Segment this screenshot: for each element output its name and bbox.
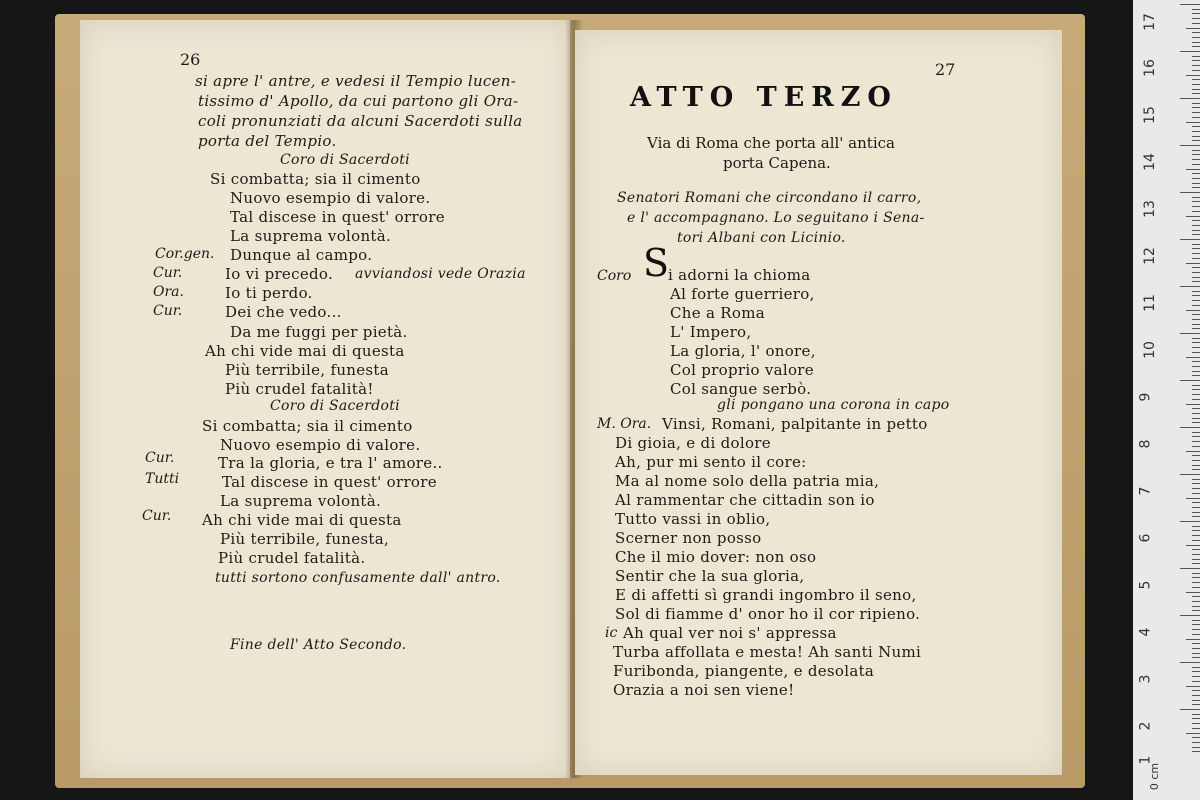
ruler-tick (1192, 554, 1200, 555)
verse-line: Tutto vassi in oblio, (615, 510, 771, 528)
ruler-tick (1192, 676, 1200, 677)
ruler-tick (1186, 498, 1200, 499)
ruler-tick (1192, 432, 1200, 433)
ruler-tick (1186, 75, 1200, 76)
ruler-tick (1192, 206, 1200, 207)
verse-line: La suprema volontà. (230, 227, 392, 245)
ruler-tick (1192, 389, 1200, 390)
verse-line: Che il mio dover: non oso (615, 548, 817, 566)
stage-direction-line: tissimo d' Apollo, da cui partono gli Ora- (198, 92, 519, 110)
ruler-tick (1186, 216, 1200, 217)
stage-direction-line: porta del Tempio. (198, 132, 337, 150)
ruler-tick (1192, 526, 1200, 527)
ruler-tick (1192, 606, 1200, 607)
verse-line: Dei che vedo... (225, 303, 342, 321)
ruler-tick (1192, 338, 1200, 339)
ruler-number: 14 (1141, 153, 1158, 171)
ruler-tick (1180, 709, 1200, 710)
verse-line: Io ti perdo. (225, 284, 313, 302)
ruler-number: 1 (1137, 755, 1154, 765)
ruler-tick (1186, 733, 1200, 734)
ruler-number: 10 (1141, 341, 1158, 359)
ruler-tick (1180, 662, 1200, 663)
ruler-number: 5 (1137, 580, 1154, 590)
ruler-tick (1186, 169, 1200, 170)
ruler-tick (1180, 192, 1200, 193)
ruler-tick (1192, 314, 1200, 315)
ruler-tick (1192, 56, 1200, 57)
verse-line: Dunque al campo. (230, 246, 373, 264)
ruler-number: 15 (1141, 106, 1158, 124)
ruler-tick (1192, 535, 1200, 536)
ruler-tick (1192, 70, 1200, 71)
ruler-tick (1192, 117, 1200, 118)
ruler-tick (1192, 441, 1200, 442)
ruler-tick (1192, 667, 1200, 668)
ruler-tick (1192, 549, 1200, 550)
ruler-tick (1192, 493, 1200, 494)
ruler-tick (1192, 620, 1200, 621)
ruler-tick (1180, 4, 1200, 5)
ruler-tick (1192, 418, 1200, 419)
act-title: ATTO TERZO (630, 82, 898, 113)
ruler-tick (1186, 451, 1200, 452)
verse-line: Che a Roma (670, 304, 765, 322)
ruler-tick (1180, 333, 1200, 334)
ruler-tick (1192, 211, 1200, 212)
verse-line: Ma al nome solo della patria mia, (615, 472, 880, 490)
ruler-tick (1192, 610, 1200, 611)
ruler-tick (1192, 596, 1200, 597)
chorus-heading: Coro di Sacerdoti (270, 398, 400, 414)
ruler-tick (1192, 587, 1200, 588)
ruler-number: 16 (1141, 59, 1158, 77)
act-end-line: Fine dell' Atto Secondo. (230, 637, 407, 653)
ruler-tick (1192, 197, 1200, 198)
ruler-tick (1192, 728, 1200, 729)
ruler-number: 9 (1137, 392, 1154, 402)
ruler-tick (1192, 187, 1200, 188)
ruler-tick (1192, 65, 1200, 66)
speaker-label: Cor.gen. (155, 246, 215, 262)
ruler-tick (1186, 310, 1200, 311)
ruler-tick (1192, 258, 1200, 259)
ruler-number: 11 (1141, 294, 1158, 312)
ruler-tick (1192, 460, 1200, 461)
verse-line: L' Impero, (670, 323, 752, 341)
ruler-tick (1192, 32, 1200, 33)
ruler-tick (1192, 737, 1200, 738)
ruler-tick (1192, 13, 1200, 14)
ruler-tick (1192, 150, 1200, 151)
ruler-tick (1192, 371, 1200, 372)
ruler-number: 13 (1141, 200, 1158, 218)
verse-line: Si combatta; sia il cimento (210, 170, 421, 188)
speaker-label: Cur. (142, 508, 172, 524)
ruler-tick (1186, 686, 1200, 687)
ruler-tick (1180, 239, 1200, 240)
drop-cap: S (643, 241, 670, 285)
ruler-tick (1180, 568, 1200, 569)
ruler-tick (1186, 357, 1200, 358)
ruler-tick (1192, 253, 1200, 254)
ruler-tick (1192, 446, 1200, 447)
verse-line: Ah qual ver noi s' appressa (623, 624, 837, 642)
verse-line: Più crudel fatalità. (218, 549, 366, 567)
ruler-tick (1180, 98, 1200, 99)
ruler-tick (1180, 521, 1200, 522)
ruler-tick (1186, 639, 1200, 640)
ruler-tick (1192, 512, 1200, 513)
stage-direction: avviandosi vede Orazia (355, 266, 526, 282)
verse-line: La gloria, l' onore, (670, 342, 816, 360)
ruler-tick (1180, 286, 1200, 287)
ruler-tick (1192, 352, 1200, 353)
verse-line: Orazia a noi sen viene! (613, 681, 795, 699)
ruler-tick (1192, 714, 1200, 715)
ruler-tick (1192, 220, 1200, 221)
ruler-number: 0 cm (1148, 762, 1162, 791)
page-number-left: 26 (180, 50, 201, 69)
ruler-tick (1192, 107, 1200, 108)
verse-line: Al forte guerriero, (670, 285, 815, 303)
ruler-tick (1192, 601, 1200, 602)
speaker-label: Tutti (145, 471, 180, 487)
verse-line: Ah chi vide mai di questa (202, 511, 402, 529)
ruler-tick (1192, 469, 1200, 470)
ruler-tick (1186, 592, 1200, 593)
ruler-tick (1192, 530, 1200, 531)
speaker-label: Cur. (153, 303, 183, 319)
ruler-tick (1192, 643, 1200, 644)
ruler-tick (1186, 28, 1200, 29)
ruler-tick (1192, 479, 1200, 480)
ruler-tick (1192, 385, 1200, 386)
verse-line: La suprema volontà. (220, 492, 382, 510)
page-number-right: 27 (935, 60, 956, 79)
verse-line: Furibonda, piangente, e desolata (613, 662, 875, 680)
ruler-tick (1192, 93, 1200, 94)
ruler-tick (1192, 507, 1200, 508)
ruler-tick (1192, 704, 1200, 705)
ruler-tick (1192, 173, 1200, 174)
ruler-tick (1186, 122, 1200, 123)
speaker-label: ic (605, 625, 618, 641)
ruler-tick (1186, 404, 1200, 405)
ruler-tick (1192, 718, 1200, 719)
ruler-tick (1180, 474, 1200, 475)
ruler-tick (1192, 747, 1200, 748)
ruler-tick (1192, 361, 1200, 362)
ruler-tick (1192, 342, 1200, 343)
ruler-tick (1192, 502, 1200, 503)
scene-setting-line: Via di Roma che porta all' antica (647, 134, 895, 152)
ruler-tick (1192, 573, 1200, 574)
verse-line: Col proprio valore (670, 361, 814, 379)
ruler-tick (1192, 131, 1200, 132)
ruler-tick (1192, 324, 1200, 325)
ruler-tick (1192, 577, 1200, 578)
ruler-tick (1192, 136, 1200, 137)
verse-line: Col sangue serbò. (670, 380, 812, 398)
ruler-tick (1192, 422, 1200, 423)
ruler-tick (1192, 140, 1200, 141)
ruler-tick (1192, 305, 1200, 306)
ruler-number: 8 (1137, 439, 1154, 449)
ruler-tick (1192, 695, 1200, 696)
verse-line: Tal discese in quest' orrore (230, 208, 445, 226)
ruler-tick (1192, 291, 1200, 292)
right-page (575, 30, 1062, 775)
ruler-number: 7 (1137, 486, 1154, 496)
verse-line: Più terribile, funesta (225, 361, 389, 379)
verse-line: Da me fuggi per pietà. (230, 323, 408, 341)
ruler-tick (1192, 295, 1200, 296)
ruler-tick (1192, 248, 1200, 249)
stage-direction: tutti sortono confusamente dall' antro. (215, 570, 501, 586)
ruler-tick (1192, 272, 1200, 273)
ruler-tick (1192, 563, 1200, 564)
ruler-tick (1192, 37, 1200, 38)
ruler-tick (1192, 201, 1200, 202)
ruler-tick (1192, 164, 1200, 165)
verse-line: E di affetti sì grandi ingombro il seno, (615, 586, 917, 604)
scene-setting-line: porta Capena. (723, 154, 831, 172)
verse-line: Ah chi vide mai di questa (205, 342, 405, 360)
ruler-tick (1192, 488, 1200, 489)
ruler-tick (1192, 582, 1200, 583)
verse-line: Nuovo esempio di valore. (230, 189, 431, 207)
ruler-tick (1192, 103, 1200, 104)
verse-line: Più terribile, funesta, (220, 530, 390, 548)
ruler-tick (1192, 629, 1200, 630)
verse-line: Turba affollata e mesta! Ah santi Numi (613, 643, 922, 661)
ruler-tick (1192, 624, 1200, 625)
ruler-tick (1192, 126, 1200, 127)
verse-line: Di gioia, e di dolore (615, 434, 771, 452)
stage-direction: gli pongano una corona in capo (717, 397, 950, 413)
verse-line: Vinsi, Romani, palpitante in petto (662, 415, 928, 433)
ruler-tick (1192, 178, 1200, 179)
ruler-tick (1192, 408, 1200, 409)
stage-direction-line: si apre l' antre, e vedesi il Tempio lucen- (195, 72, 517, 90)
speaker-label: Ora. (153, 284, 184, 300)
ruler-tick (1186, 545, 1200, 546)
ruler-tick (1192, 319, 1200, 320)
chorus-heading: Coro di Sacerdoti (280, 152, 410, 168)
ruler-tick (1192, 60, 1200, 61)
ruler-tick (1192, 723, 1200, 724)
ruler-tick (1180, 427, 1200, 428)
ruler-tick (1192, 399, 1200, 400)
ruler-tick (1192, 366, 1200, 367)
ruler-tick (1192, 455, 1200, 456)
verse-line: Si combatta; sia il cimento (202, 417, 413, 435)
ruler-number: 6 (1137, 533, 1154, 543)
ruler-number: 3 (1137, 674, 1154, 684)
ruler-tick (1192, 183, 1200, 184)
verse-line: Scerner non posso (615, 529, 762, 547)
ruler-tick (1192, 89, 1200, 90)
ruler-tick (1192, 648, 1200, 649)
ruler-tick (1192, 347, 1200, 348)
ruler-tick (1192, 267, 1200, 268)
verse-line: Sol di fiamme d' onor ho il cor ripieno. (615, 605, 921, 623)
ruler-tick (1192, 483, 1200, 484)
stage-direction-line: e l' accompagnano. Lo seguitano i Sena- (627, 210, 925, 226)
ruler-tick (1192, 154, 1200, 155)
speaker-label: Cur. (153, 265, 183, 281)
speaker-label: Coro (597, 268, 632, 284)
ruler-number: 12 (1141, 247, 1158, 265)
ruler-tick (1192, 328, 1200, 329)
stage-direction-line: tori Albani con Licinio. (677, 230, 846, 246)
ruler-tick (1192, 159, 1200, 160)
ruler-tick (1192, 375, 1200, 376)
ruler-tick (1186, 263, 1200, 264)
stage-direction-line: Senatori Romani che circondano il carro, (617, 190, 922, 206)
ruler-tick (1192, 465, 1200, 466)
ruler-tick (1192, 394, 1200, 395)
verse-line: i adorni la chioma (668, 266, 811, 284)
ruler-tick (1192, 277, 1200, 278)
ruler-tick (1192, 634, 1200, 635)
ruler-number: 4 (1137, 627, 1154, 637)
ruler-tick (1192, 657, 1200, 658)
verse-line: Sentir che la sua gloria, (615, 567, 805, 585)
ruler-tick (1192, 281, 1200, 282)
ruler-tick (1180, 51, 1200, 52)
verse-line: Al rammentar che cittadin son io (615, 491, 875, 509)
speaker-label: M. Ora. (597, 416, 652, 432)
ruler-tick (1192, 742, 1200, 743)
measuring-ruler (1133, 0, 1200, 800)
ruler-tick (1192, 690, 1200, 691)
verse-line: Tra la gloria, e tra l' amore.. (218, 454, 443, 472)
ruler-tick (1192, 84, 1200, 85)
left-page (80, 20, 570, 778)
speaker-label: Cur. (145, 450, 175, 466)
ruler-tick (1192, 300, 1200, 301)
verse-line: Nuovo esempio di valore. (220, 436, 421, 454)
ruler-tick (1192, 244, 1200, 245)
verse-line: Più crudel fatalità! (225, 380, 374, 398)
ruler-tick (1180, 145, 1200, 146)
ruler-number: 2 (1137, 721, 1154, 731)
ruler-tick (1192, 516, 1200, 517)
ruler-tick (1192, 225, 1200, 226)
ruler-tick (1192, 23, 1200, 24)
ruler-tick (1192, 436, 1200, 437)
ruler-tick (1192, 681, 1200, 682)
ruler-number: 17 (1141, 13, 1158, 31)
ruler-tick (1192, 671, 1200, 672)
ruler-tick (1192, 42, 1200, 43)
stage-direction-line: coli pronunziati da alcuni Sacerdoti sulla (198, 112, 523, 130)
ruler-tick (1192, 751, 1200, 752)
ruler-tick (1192, 18, 1200, 19)
ruler-tick (1192, 234, 1200, 235)
ruler-tick (1192, 413, 1200, 414)
ruler-tick (1192, 540, 1200, 541)
ruler-tick (1192, 559, 1200, 560)
ruler-tick (1192, 46, 1200, 47)
ruler-tick (1192, 653, 1200, 654)
ruler-tick (1192, 9, 1200, 10)
ruler-tick (1192, 230, 1200, 231)
ruler-tick (1192, 700, 1200, 701)
verse-line: Ah, pur mi sento il core: (615, 453, 807, 471)
ruler-tick (1192, 79, 1200, 80)
ruler-tick (1192, 112, 1200, 113)
verse-line: Io vi precedo. (225, 265, 334, 283)
ruler-tick (1180, 615, 1200, 616)
ruler-tick (1180, 380, 1200, 381)
verse-line: Tal discese in quest' orrore (222, 473, 437, 491)
